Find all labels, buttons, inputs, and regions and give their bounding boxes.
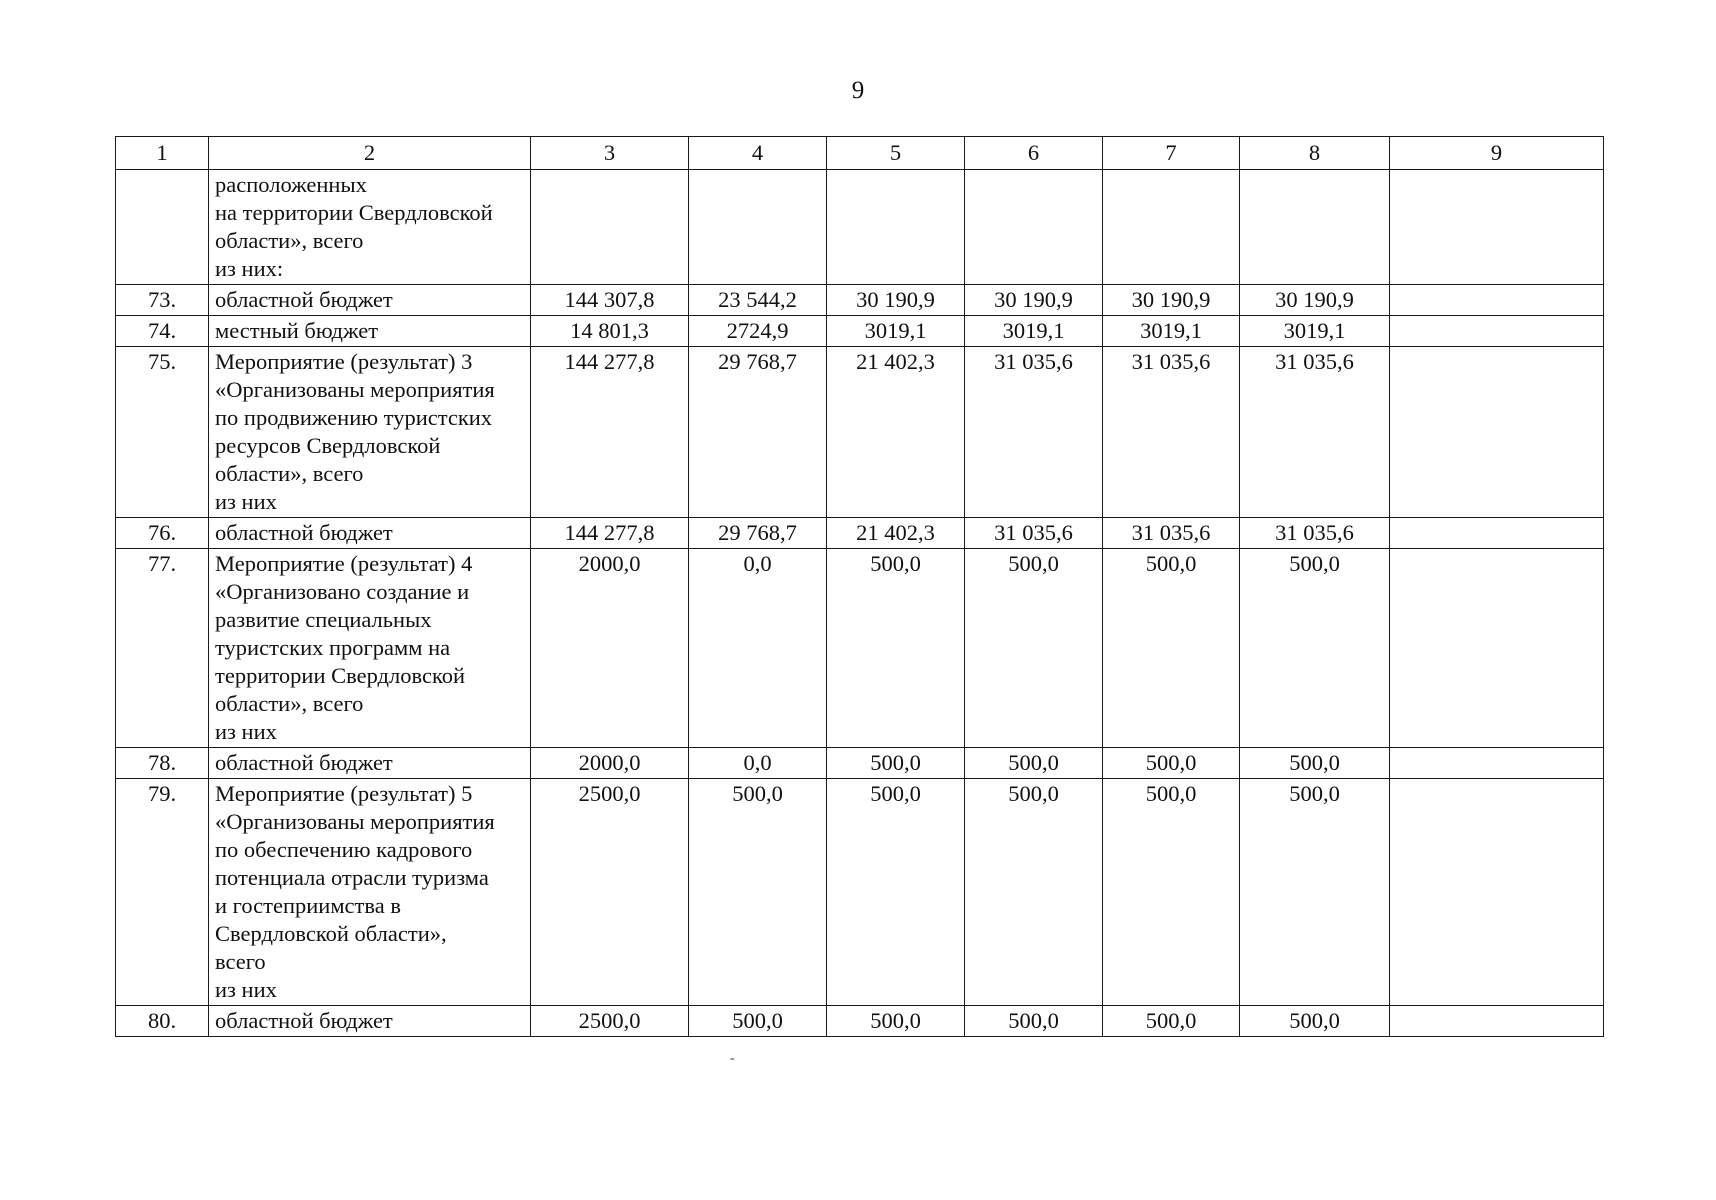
row-number: 75. bbox=[116, 347, 209, 518]
row-value-col-5: 500,0 bbox=[827, 1006, 965, 1037]
table-body bbox=[116, 137, 1604, 1037]
row-value-col-7: 3019,1 bbox=[1103, 316, 1240, 347]
table-row bbox=[116, 518, 1604, 549]
table-row bbox=[116, 779, 1604, 1006]
row-value-col-3: 14 801,3 bbox=[531, 316, 689, 347]
row-value-col-6: 500,0 bbox=[965, 1006, 1103, 1037]
row-value-col-8: 31 035,6 bbox=[1240, 518, 1390, 549]
row-value-col-8: 500,0 bbox=[1240, 779, 1390, 1006]
row-value-col-4: 29 768,7 bbox=[689, 518, 827, 549]
row-value-col-6: 31 035,6 bbox=[965, 347, 1103, 518]
row-value-col-3: 144 277,8 bbox=[531, 347, 689, 518]
row-value-col-5: 500,0 bbox=[827, 748, 965, 779]
row-value-col-4: 29 768,7 bbox=[689, 347, 827, 518]
row-value-col-8: 31 035,6 bbox=[1240, 347, 1390, 518]
row-value-col-8: 3019,1 bbox=[1240, 316, 1390, 347]
stray-mark: - bbox=[730, 1051, 735, 1066]
row-name: областной бюджет bbox=[209, 285, 531, 316]
row-value-col-7: 31 035,6 bbox=[1103, 518, 1240, 549]
row-number: 74. bbox=[116, 316, 209, 347]
row-number: 80. bbox=[116, 1006, 209, 1037]
column-header: 9 bbox=[1390, 137, 1604, 170]
row-value-col-3: 2500,0 bbox=[531, 1006, 689, 1037]
column-header: 2 bbox=[209, 137, 531, 170]
row-value-col-4: 500,0 bbox=[689, 779, 827, 1006]
row-value-col-7: 30 190,9 bbox=[1103, 285, 1240, 316]
page-number: 9 bbox=[851, 77, 865, 104]
row-name: Мероприятие (результат) 5 «Организованы мероприятия по обеспечению кадрового потенциала отрасли туризма и гостеприимства в Свердловской области», всего из них bbox=[209, 779, 531, 1006]
row-value-col-4: 23 544,2 bbox=[689, 285, 827, 316]
table-header-row bbox=[116, 137, 1604, 170]
column-header: 6 bbox=[965, 137, 1103, 170]
row-name: Мероприятие (результат) 4 «Организовано создание и развитие специальных туристских программ на территории Свердловской области», всего из них bbox=[209, 549, 531, 748]
row-value-col-3: 144 277,8 bbox=[531, 518, 689, 549]
row-value-col-8: 30 190,9 bbox=[1240, 285, 1390, 316]
row-value-col-7: 500,0 bbox=[1103, 549, 1240, 748]
row-value-col-3: 2000,0 bbox=[531, 549, 689, 748]
row-number bbox=[116, 170, 209, 285]
row-value-col-9 bbox=[1390, 779, 1604, 1006]
table-row bbox=[116, 170, 1604, 285]
row-value-col-7 bbox=[1103, 170, 1240, 285]
row-value-col-5: 500,0 bbox=[827, 549, 965, 748]
row-value-col-9 bbox=[1390, 518, 1604, 549]
row-number: 78. bbox=[116, 748, 209, 779]
row-value-col-8: 500,0 bbox=[1240, 549, 1390, 748]
row-name: местный бюджет bbox=[209, 316, 531, 347]
table-row bbox=[116, 316, 1604, 347]
row-value-col-3: 2000,0 bbox=[531, 748, 689, 779]
column-header: 7 bbox=[1103, 137, 1240, 170]
row-value-col-6: 500,0 bbox=[965, 779, 1103, 1006]
row-number: 76. bbox=[116, 518, 209, 549]
row-value-col-4: 0,0 bbox=[689, 549, 827, 748]
row-name: областной бюджет bbox=[209, 748, 531, 779]
row-number: 79. bbox=[116, 779, 209, 1006]
row-value-col-3: 144 307,8 bbox=[531, 285, 689, 316]
row-value-col-9 bbox=[1390, 549, 1604, 748]
row-value-col-6: 3019,1 bbox=[965, 316, 1103, 347]
table-row bbox=[116, 285, 1604, 316]
row-number: 77. bbox=[116, 549, 209, 748]
row-value-col-8 bbox=[1240, 170, 1390, 285]
row-number: 73. bbox=[116, 285, 209, 316]
row-value-col-6: 31 035,6 bbox=[965, 518, 1103, 549]
row-value-col-9 bbox=[1390, 748, 1604, 779]
row-value-col-7: 500,0 bbox=[1103, 748, 1240, 779]
row-value-col-4: 2724,9 bbox=[689, 316, 827, 347]
row-value-col-5: 21 402,3 bbox=[827, 347, 965, 518]
row-value-col-5 bbox=[827, 170, 965, 285]
row-value-col-3 bbox=[531, 170, 689, 285]
row-value-col-7: 500,0 bbox=[1103, 1006, 1240, 1037]
row-value-col-7: 31 035,6 bbox=[1103, 347, 1240, 518]
table-row bbox=[116, 748, 1604, 779]
row-name: областной бюджет bbox=[209, 1006, 531, 1037]
row-value-col-6 bbox=[965, 170, 1103, 285]
row-value-col-9 bbox=[1390, 347, 1604, 518]
row-value-col-3: 2500,0 bbox=[531, 779, 689, 1006]
row-value-col-5: 30 190,9 bbox=[827, 285, 965, 316]
row-value-col-9 bbox=[1390, 316, 1604, 347]
row-value-col-6: 500,0 bbox=[965, 748, 1103, 779]
row-value-col-6: 500,0 bbox=[965, 549, 1103, 748]
table-row bbox=[116, 549, 1604, 748]
column-header: 8 bbox=[1240, 137, 1390, 170]
column-header: 3 bbox=[531, 137, 689, 170]
column-header: 4 bbox=[689, 137, 827, 170]
row-value-col-8: 500,0 bbox=[1240, 1006, 1390, 1037]
row-value-col-4: 0,0 bbox=[689, 748, 827, 779]
column-header: 1 bbox=[116, 137, 209, 170]
row-value-col-9 bbox=[1390, 170, 1604, 285]
row-value-col-4 bbox=[689, 170, 827, 285]
table-row bbox=[116, 1006, 1604, 1037]
table-row bbox=[116, 347, 1604, 518]
row-name: расположенных на территории Свердловской области», всего из них: bbox=[209, 170, 531, 285]
row-value-col-8: 500,0 bbox=[1240, 748, 1390, 779]
row-value-col-5: 500,0 bbox=[827, 779, 965, 1006]
row-value-col-5: 3019,1 bbox=[827, 316, 965, 347]
row-value-col-7: 500,0 bbox=[1103, 779, 1240, 1006]
row-value-col-4: 500,0 bbox=[689, 1006, 827, 1037]
row-value-col-5: 21 402,3 bbox=[827, 518, 965, 549]
row-name: областной бюджет bbox=[209, 518, 531, 549]
row-value-col-6: 30 190,9 bbox=[965, 285, 1103, 316]
row-name: Мероприятие (результат) 3 «Организованы мероприятия по продвижению туристских ресурсов Свердловской области», всего из них bbox=[209, 347, 531, 518]
budget-table bbox=[115, 136, 1604, 1037]
row-value-col-9 bbox=[1390, 1006, 1604, 1037]
row-value-col-9 bbox=[1390, 285, 1604, 316]
column-header: 5 bbox=[827, 137, 965, 170]
